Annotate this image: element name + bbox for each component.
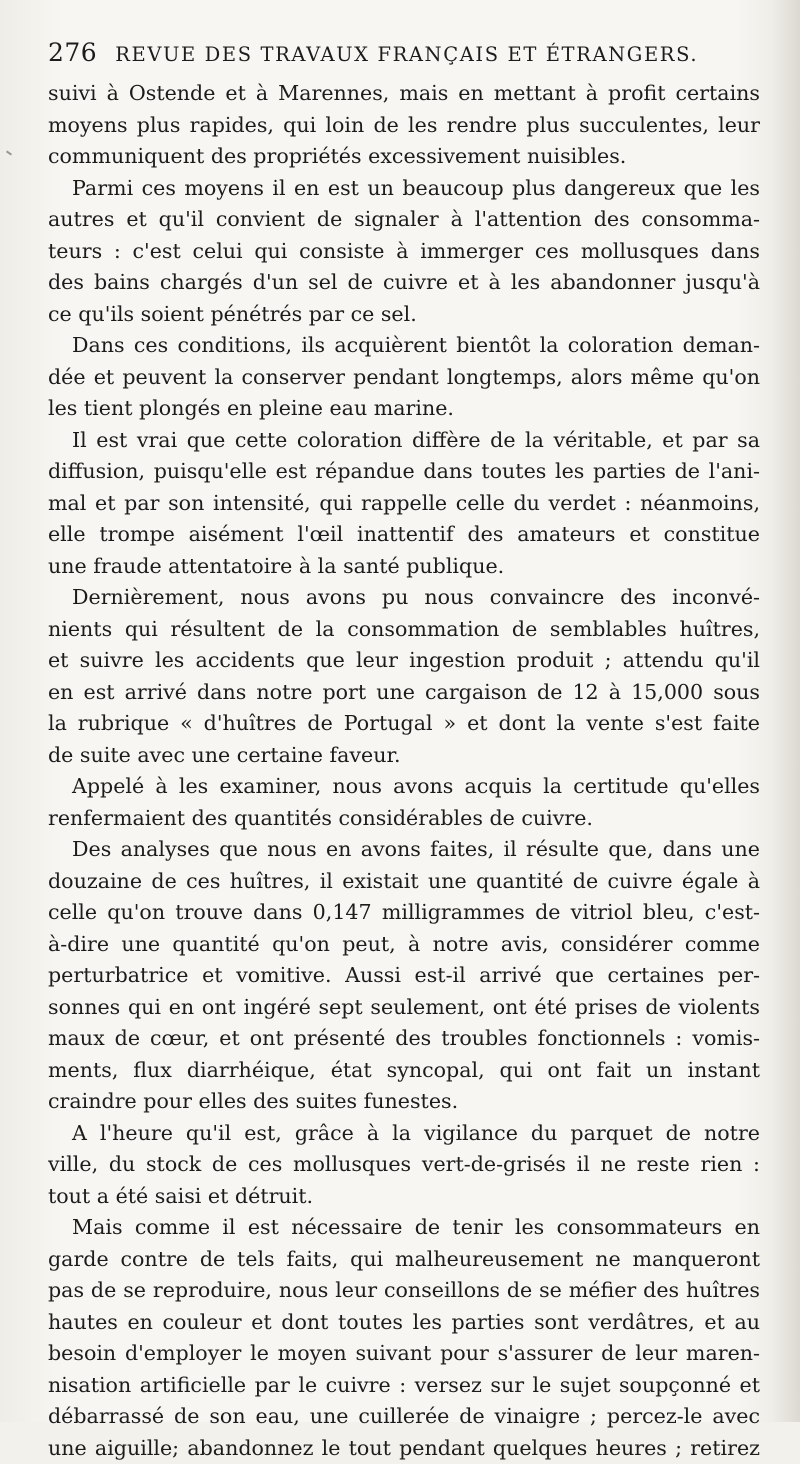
text-line: mal et par son intensité, qui rappelle celle du verdet : néanmoins, (48, 488, 760, 520)
text-line: la rubrique « d'huîtres de Portugal » et dont la vente s'est faite (48, 708, 760, 740)
body-text (48, 78, 760, 1464)
text-line: une fraude attentatoire à la santé publique. (48, 551, 760, 583)
text-line: Dans ces conditions, ils acquièrent bientôt la coloration deman- (48, 330, 760, 362)
text-line: teurs : c'est celui qui consiste à immerger ces mollusques dans (48, 236, 760, 268)
text-line: en est arrivé dans notre port une cargaison de 12 à 15,000 sous (48, 677, 760, 709)
text-line: Appelé à les examiner, nous avons acquis la certitude qu'elles (48, 771, 760, 803)
text-line: tout a été saisi et détruit. (48, 1181, 760, 1213)
text-line: débarrassé de son eau, une cuillerée de vinaigre ; percez-le avec (48, 1401, 760, 1433)
paragraph (48, 834, 760, 1118)
text-line: de suite avec une certaine faveur. (48, 740, 760, 772)
text-line: perturbatrice et vomitive. Aussi est-il arrivé que certaines per- (48, 960, 760, 992)
text-line: Mais comme il est nécessaire de tenir les consommateurs en (48, 1212, 760, 1244)
text-line: autres et qu'il convient de signaler à l'attention des consomma- (48, 204, 760, 236)
text-line: Dernièrement, nous avons pu nous convaincre des inconvé- (48, 582, 760, 614)
paragraph (48, 330, 760, 425)
text-line: A l'heure qu'il est, grâce à la vigilance du parquet de notre (48, 1118, 760, 1150)
text-line: pas de se reproduire, nous leur conseillons de se méfier des huîtres (48, 1275, 760, 1307)
text-line: moyens plus rapides, qui loin de les rendre plus succulentes, leur (48, 110, 760, 142)
page-edge-shadow (772, 0, 800, 1422)
text-line: les tient plongés en pleine eau marine. (48, 393, 760, 425)
text-line: elle trompe aisément l'œil inattentif des amateurs et constitue (48, 519, 760, 551)
text-line: ville, du stock de ces mollusques vert-de-grisés il ne reste rien : (48, 1149, 760, 1181)
text-line: et suivre les accidents que leur ingestion produit ; attendu qu'il (48, 645, 760, 677)
text-line: Parmi ces moyens il en est un beaucoup plus dangereux que les (48, 173, 760, 205)
text-line: diffusion, puisqu'elle est répandue dans toutes les parties de l'ani- (48, 456, 760, 488)
paragraph (48, 771, 760, 834)
running-title: REVUE DES TRAVAUX FRANÇAIS ET ÉTRANGERS. (115, 43, 698, 66)
margin-mark (6, 150, 12, 155)
paragraph (48, 582, 760, 771)
paragraph (48, 78, 760, 173)
text-line: douzaine de ces huîtres, il existait une quantité de cuivre égale à (48, 866, 760, 898)
text-line: ments, flux diarrhéique, état syncopal, qui ont fait un instant (48, 1055, 760, 1087)
text-line: hautes en couleur et dont toutes les parties sont verdâtres, et au (48, 1307, 760, 1339)
text-line: nisation artificielle par le cuivre : versez sur le sujet soupçonné et (48, 1370, 760, 1402)
text-line: à-dire une quantité qu'on peut, à notre avis, considérer comme (48, 929, 760, 961)
page-header (48, 38, 748, 72)
text-line: sonnes qui en ont ingéré sept seulement, ont été prises de violents (48, 992, 760, 1024)
text-line: celle qu'on trouve dans 0,147 milligrammes de vitriol bleu, c'est- (48, 897, 760, 929)
text-line: Des analyses que nous en avons faites, il résulte que, dans une (48, 834, 760, 866)
text-line: dée et peuvent la conserver pendant longtemps, alors même qu'on (48, 362, 760, 394)
text-line: communiquent des propriétés excessivement nuisibles. (48, 141, 760, 173)
paragraph (48, 173, 760, 331)
text-line: renfermaient des quantités considérables de cuivre. (48, 803, 760, 835)
text-line: ce qu'ils soient pénétrés par ce sel. (48, 299, 760, 331)
text-line: maux de cœur, et ont présenté des troubles fonctionnels : vomis- (48, 1023, 760, 1055)
text-line: une aiguille; abandonnez le tout pendant quelques heures ; retirez (48, 1433, 760, 1464)
text-line: Il est vrai que cette coloration diffère de la véritable, et par sa (48, 425, 760, 457)
text-line: besoin d'employer le moyen suivant pour s'assurer de leur maren- (48, 1338, 760, 1370)
text-line: garde contre de tels faits, qui malheureusement ne manqueront (48, 1244, 760, 1276)
text-line: craindre pour elles des suites funestes. (48, 1086, 760, 1118)
text-line: suivi à Ostende et à Marennes, mais en mettant à profit certains (48, 78, 760, 110)
paragraph (48, 1212, 760, 1464)
text-line: des bains chargés d'un sel de cuivre et à les abandonner jusqu'à (48, 267, 760, 299)
text-line: nients qui résultent de la consommation de semblables huîtres, (48, 614, 760, 646)
page-number: 276 (48, 38, 97, 67)
paragraph (48, 1118, 760, 1213)
paragraph (48, 425, 760, 583)
